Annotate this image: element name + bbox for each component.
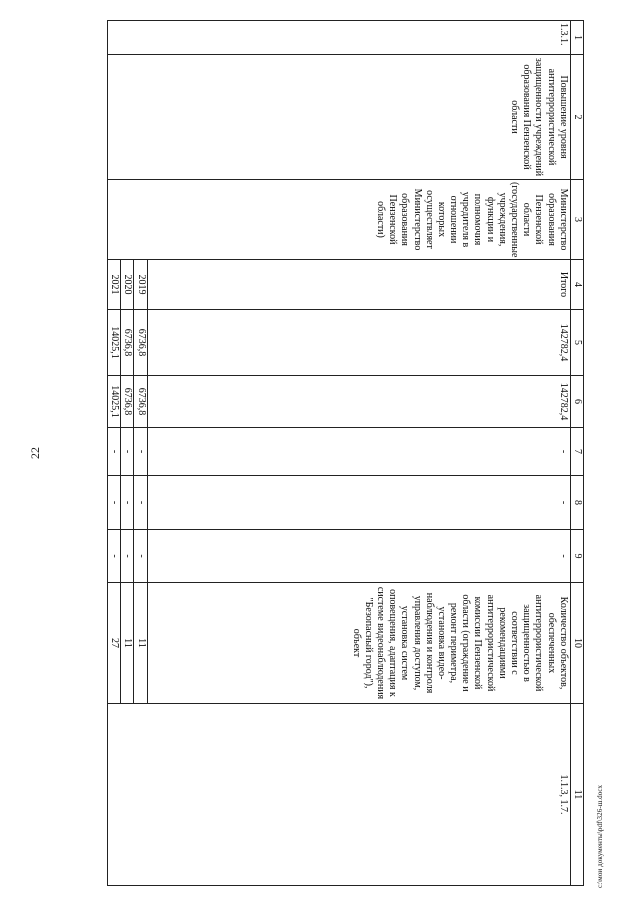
column-9-cell: -: [147, 530, 570, 583]
header-cell: 6: [570, 376, 583, 428]
indicator-cell: Количество объектов, обеспеченных антитеррористической защищенностью в соответствии с рекомендациями антитеррористической комиссии Пензенской области (ограждение и ремонт периметра, установка видео-наблюдения и контроля управления доступом, установка систем оповещения, адаптация к системе видеонаблюдения "Безопасный город"), объект: [147, 583, 570, 704]
period-cell: Итого: [147, 260, 570, 310]
executor-cell: Министерство образования Пензенской области (государственные учреждения, функции и полномочия учредителя в отношении которых осуществляет Министерство образования Пензенской области): [108, 180, 571, 260]
header-cell: 8: [570, 476, 583, 530]
reference-cell: 1.1.3, 1.7.: [108, 704, 571, 886]
program-table: [107, 20, 584, 886]
header-cell: 2: [570, 55, 583, 180]
column-7-cell: -: [134, 428, 147, 476]
column-8-cell: -: [121, 476, 134, 530]
page-number: 22: [28, 447, 42, 459]
regional-budget-cell: 6736,8: [121, 376, 134, 428]
regional-budget-cell: 142782,4: [147, 376, 570, 428]
item-number-cell: 1.3.1.: [108, 21, 571, 55]
header-cell: 4: [570, 260, 583, 310]
indicator-value-cell: 11: [134, 583, 147, 704]
total-funding-cell: 14025,1: [108, 310, 121, 376]
header-row: [570, 21, 583, 886]
header-cell: 7: [570, 428, 583, 476]
regional-budget-cell: 6736,8: [134, 376, 147, 428]
year-cell: 2021: [108, 260, 121, 310]
header-cell: 1: [570, 21, 583, 55]
year-cell: 2020: [121, 260, 134, 310]
column-8-cell: -: [147, 476, 570, 530]
footer-file-path: c:\мои документы\pdf\326-ш.docx: [596, 784, 604, 888]
column-9-cell: -: [108, 530, 121, 583]
header-cell: 10: [570, 583, 583, 704]
column-8-cell: -: [108, 476, 121, 530]
header-cell: 3: [570, 180, 583, 260]
header-cell: 11: [570, 704, 583, 886]
indicator-value-cell: 27: [108, 583, 121, 704]
column-8-cell: -: [134, 476, 147, 530]
column-7-cell: -: [121, 428, 134, 476]
table-row: [147, 21, 570, 886]
total-funding-cell: 6736,8: [134, 310, 147, 376]
total-funding-cell: 6736,8: [121, 310, 134, 376]
total-funding-cell: 142782,4: [147, 310, 570, 376]
regional-budget-cell: 14025,1: [108, 376, 121, 428]
column-9-cell: -: [134, 530, 147, 583]
indicator-value-cell: 11: [121, 583, 134, 704]
measure-name-cell: Повышение уровня антитеррористической защищенности учреждений образования Пензенской области: [108, 55, 571, 180]
column-9-cell: -: [121, 530, 134, 583]
header-cell: 9: [570, 530, 583, 583]
column-7-cell: -: [108, 428, 121, 476]
header-cell: 5: [570, 310, 583, 376]
column-7-cell: -: [147, 428, 570, 476]
program-table-container: [107, 20, 584, 885]
year-cell: 2019: [134, 260, 147, 310]
